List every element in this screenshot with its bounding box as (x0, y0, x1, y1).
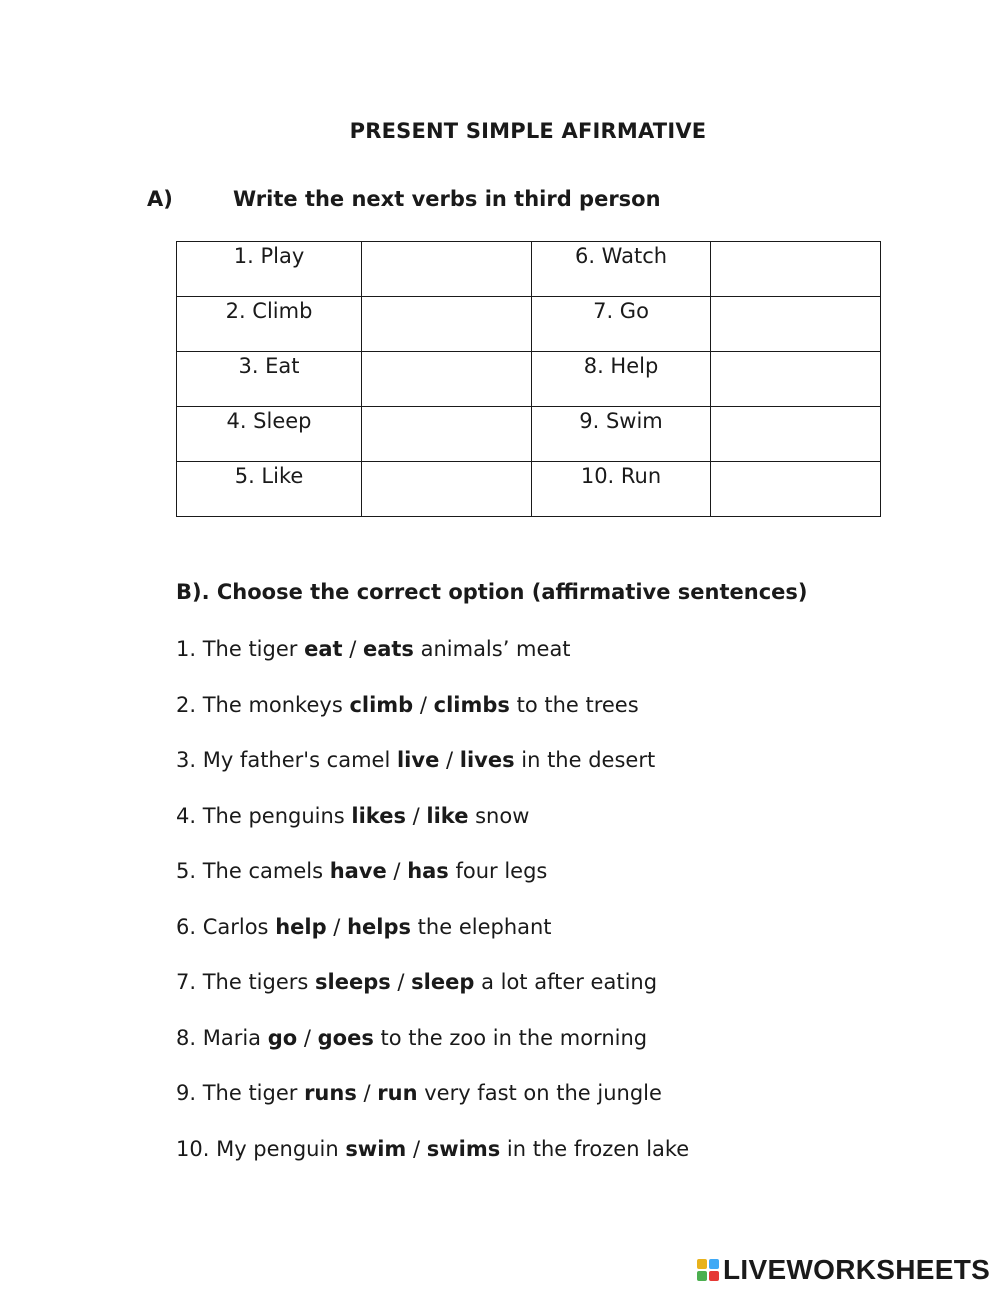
answer-cell[interactable] (362, 297, 532, 352)
answer-cell[interactable] (711, 462, 881, 517)
sentence-suffix: snow (468, 803, 530, 828)
sentence-prefix: 9. The tiger (176, 1081, 305, 1105)
verb-cell: 9. Swim (532, 407, 711, 462)
verb-cell: 2. Climb (177, 297, 362, 352)
option-2[interactable]: helps (347, 914, 411, 939)
table-row (177, 297, 881, 352)
table-row (177, 462, 881, 517)
worksheet-title: PRESENT SIMPLE AFIRMATIVE (349, 119, 707, 143)
verb-cell: 4. Sleep (177, 407, 362, 462)
sentence-suffix: in the frozen lake (500, 1136, 690, 1161)
verb-cell: 1. Play (177, 242, 362, 297)
option-1[interactable]: eat (304, 637, 343, 661)
option-2[interactable]: sleep (411, 970, 475, 994)
option-1[interactable]: likes (351, 803, 406, 828)
option-2[interactable]: climbs (433, 692, 510, 717)
sentence-suffix: very fast on the jungle (417, 1081, 662, 1105)
list-item (176, 692, 689, 748)
verb-cell: 8. Help (532, 352, 711, 407)
option-1[interactable]: swim (345, 1136, 407, 1161)
list-item (176, 747, 689, 803)
sentence-prefix: 2. The monkeys (176, 692, 350, 717)
list-item (176, 858, 689, 914)
option-separator: / (390, 970, 412, 994)
logo-block (709, 1271, 719, 1281)
verb-cell: 5. Like (177, 462, 362, 517)
sentence-suffix: to the zoo in the morning (373, 1025, 648, 1050)
sentence-prefix: 6. Carlos (176, 914, 276, 939)
list-item (176, 803, 689, 859)
verb-cell: 7. Go (532, 297, 711, 352)
logo-block (709, 1259, 719, 1269)
section-a-letter: A) (147, 187, 173, 211)
sentence-prefix: 1. The tiger (176, 637, 305, 661)
option-1[interactable]: live (396, 748, 440, 772)
logo-text: LIVEWORKSHEETS (723, 1254, 991, 1285)
list-item (176, 1080, 689, 1136)
answer-cell[interactable] (362, 242, 532, 297)
answer-cell[interactable] (362, 407, 532, 462)
section-b-heading: B). Choose the correct option (affirmative sentences) (176, 580, 808, 604)
option-1[interactable]: go (267, 1025, 298, 1050)
option-1[interactable]: runs (304, 1081, 357, 1105)
sentence-prefix: 4. The penguins (176, 803, 352, 828)
option-separator: / (326, 914, 348, 939)
answer-cell[interactable] (362, 352, 532, 407)
list-item (176, 636, 689, 692)
list-item (176, 969, 689, 1025)
option-2[interactable]: like (426, 803, 469, 828)
table-row (177, 242, 881, 297)
option-2[interactable]: run (377, 1081, 418, 1105)
sentence-suffix: a lot after eating (474, 970, 658, 994)
answer-cell[interactable] (711, 297, 881, 352)
option-separator: / (406, 1136, 427, 1161)
option-1[interactable]: help (275, 914, 327, 939)
option-separator: / (413, 692, 434, 717)
verb-cell: 6. Watch (532, 242, 711, 297)
answer-cell[interactable] (711, 407, 881, 462)
answer-cell[interactable] (711, 352, 881, 407)
table-row (177, 407, 881, 462)
option-separator: / (439, 748, 460, 772)
verbs-table (176, 241, 881, 517)
option-separator: / (297, 1025, 318, 1050)
sentence-suffix: the elephant (411, 914, 552, 939)
table-row (177, 352, 881, 407)
logo-block (697, 1271, 707, 1281)
sentence-prefix: 3. My father's camel (176, 748, 397, 772)
answer-cell[interactable] (711, 242, 881, 297)
option-2[interactable]: eats (362, 637, 414, 661)
option-2[interactable]: has (407, 859, 449, 883)
sentence-list (176, 636, 689, 1191)
option-separator: / (356, 1081, 378, 1105)
section-a-heading (147, 187, 661, 211)
verb-cell: 3. Eat (177, 352, 362, 407)
sentence-prefix: 7. The tigers (176, 970, 316, 994)
list-item (176, 1136, 689, 1192)
sentence-suffix: animals’ meat (413, 637, 571, 661)
verb-cell: 10. Run (532, 462, 711, 517)
option-1[interactable]: have (329, 859, 387, 883)
logo-blocks-icon (697, 1259, 719, 1281)
sentence-prefix: 8. Maria (176, 1025, 268, 1050)
option-separator: / (386, 859, 408, 883)
sentence-prefix: 5. The camels (176, 859, 330, 883)
logo-block (697, 1259, 707, 1269)
sentence-prefix: 10. My penguin (176, 1136, 346, 1161)
option-1[interactable]: climb (349, 692, 414, 717)
sentence-suffix: to the trees (509, 692, 639, 717)
option-separator: / (342, 637, 363, 661)
option-2[interactable]: lives (459, 748, 515, 772)
sentence-suffix: in the desert (514, 748, 656, 772)
option-separator: / (405, 803, 427, 828)
sentence-suffix: four legs (448, 859, 548, 883)
section-a-instruction: Write the next verbs in third person (233, 187, 661, 211)
option-2[interactable]: goes (317, 1025, 374, 1050)
list-item (176, 914, 689, 970)
liveworksheets-logo (697, 1256, 990, 1284)
option-1[interactable]: sleeps (315, 970, 391, 994)
option-2[interactable]: swims (426, 1136, 501, 1161)
list-item (176, 1025, 689, 1081)
answer-cell[interactable] (362, 462, 532, 517)
